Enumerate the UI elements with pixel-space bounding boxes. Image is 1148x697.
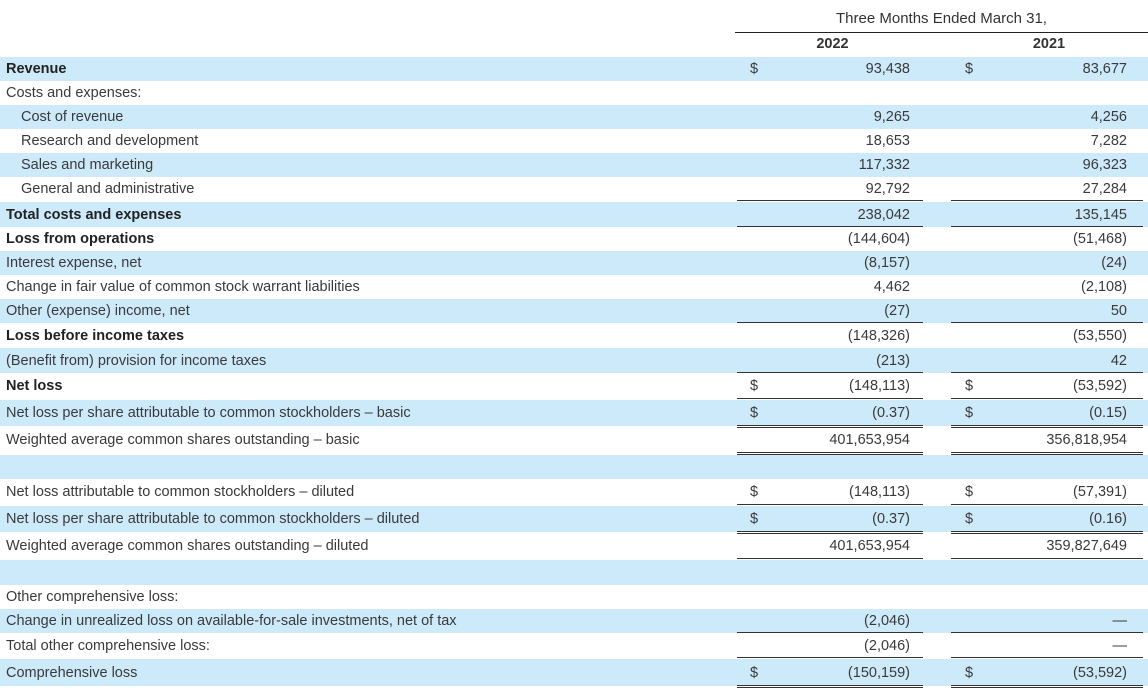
table-row bbox=[0, 373, 1148, 399]
table-row bbox=[0, 105, 1148, 129]
table-row bbox=[0, 251, 1148, 275]
value-2022: 401,653,954 bbox=[829, 538, 910, 554]
table-row bbox=[0, 633, 1148, 658]
underline-rule bbox=[951, 322, 1143, 323]
value-2021: (53,550) bbox=[1072, 328, 1127, 344]
row-label: Total costs and expenses bbox=[6, 206, 182, 223]
row-label: Net loss per share attributable to common stockholders – basic bbox=[6, 405, 411, 421]
table-row bbox=[0, 585, 1148, 609]
row-label: Total other comprehensive loss: bbox=[6, 637, 210, 654]
table-row bbox=[0, 659, 1148, 686]
table-row bbox=[0, 609, 1148, 633]
table-row bbox=[0, 299, 1148, 323]
value-2022: (0.37) bbox=[872, 511, 910, 527]
currency-symbol: $ bbox=[749, 378, 759, 394]
table-row bbox=[0, 227, 1148, 251]
row-label: Research and development bbox=[21, 133, 199, 149]
table-row bbox=[0, 275, 1148, 299]
row-label: Sales and marketing bbox=[21, 157, 154, 173]
value-2021: (0.16) bbox=[1089, 511, 1127, 527]
value-2022: 93,438 bbox=[865, 61, 910, 77]
underline-rule bbox=[951, 685, 1143, 686]
value-2022: (148,113) bbox=[849, 484, 910, 500]
underline-rule bbox=[951, 531, 1143, 532]
currency-symbol: $ bbox=[749, 511, 759, 527]
value-2021: (0.15) bbox=[1089, 405, 1127, 421]
table-row bbox=[0, 177, 1148, 201]
row-label: Cost of revenue bbox=[21, 109, 124, 125]
value-2022: 4,462 bbox=[873, 279, 910, 295]
underline-rule bbox=[737, 558, 923, 559]
value-2021: 27,284 bbox=[1082, 181, 1127, 197]
value-2021: 96,323 bbox=[1082, 157, 1127, 173]
underline-rule bbox=[737, 687, 923, 688]
period-header: Three Months Ended March 31, bbox=[836, 10, 1047, 27]
row-label: Revenue bbox=[6, 61, 67, 77]
row-label: Loss from operations bbox=[6, 231, 155, 247]
row-label: (Benefit from) provision for income taxes bbox=[6, 352, 267, 369]
table-row bbox=[0, 455, 1148, 479]
table-row bbox=[0, 153, 1148, 177]
value-2022: (27) bbox=[884, 303, 910, 319]
table-row bbox=[0, 427, 1148, 453]
value-2021: 7,282 bbox=[1090, 133, 1127, 149]
table-row bbox=[0, 57, 1148, 81]
underline-rule bbox=[951, 504, 1143, 505]
value-2021: (24) bbox=[1101, 255, 1127, 271]
value-2021: 42 bbox=[1110, 352, 1127, 369]
value-2022: 238,042 bbox=[857, 206, 910, 223]
row-label: Loss before income taxes bbox=[6, 328, 185, 344]
value-2021: (53,592) bbox=[1072, 664, 1127, 681]
row-label: Net loss per share attributable to common stockholders – diluted bbox=[6, 511, 420, 527]
underline-rule bbox=[737, 398, 923, 399]
currency-symbol: $ bbox=[749, 664, 759, 681]
value-2022: (148,326) bbox=[847, 328, 910, 344]
table-row bbox=[0, 324, 1148, 348]
table-row bbox=[0, 400, 1148, 426]
currency-symbol: $ bbox=[749, 484, 759, 500]
currency-symbol: $ bbox=[964, 664, 974, 681]
value-2021: — bbox=[1112, 613, 1127, 629]
value-2021: (53,592) bbox=[1072, 378, 1127, 394]
value-2021: 83,677 bbox=[1082, 61, 1127, 77]
table-row bbox=[0, 506, 1148, 532]
value-2022: 9,265 bbox=[873, 109, 910, 125]
currency-symbol: $ bbox=[964, 484, 974, 500]
value-2022: (148,113) bbox=[849, 378, 910, 394]
table-row bbox=[0, 348, 1148, 373]
underline-rule bbox=[737, 504, 923, 505]
row-label: Other (expense) income, net bbox=[6, 303, 190, 319]
underline-rule bbox=[951, 425, 1143, 426]
currency-symbol: $ bbox=[964, 61, 974, 77]
row-label: Change in unrealized loss on available-for-sale investments, net of tax bbox=[6, 613, 457, 629]
row-label: Weighted average common shares outstanding – basic bbox=[6, 432, 360, 448]
value-2022: 117,332 bbox=[858, 157, 910, 173]
value-2022: 92,792 bbox=[865, 181, 910, 197]
underline-rule bbox=[951, 657, 1143, 658]
table-row bbox=[0, 479, 1148, 505]
currency-symbol: $ bbox=[964, 405, 974, 421]
row-label: Comprehensive loss bbox=[6, 664, 138, 681]
underline-rule bbox=[951, 558, 1143, 559]
table-row bbox=[0, 560, 1148, 585]
table-row bbox=[0, 129, 1148, 153]
table-row bbox=[0, 533, 1148, 559]
underline-rule bbox=[951, 687, 1143, 688]
value-2021: 356,818,954 bbox=[1046, 432, 1127, 448]
row-label: General and administrative bbox=[21, 181, 195, 197]
row-label: Costs and expenses: bbox=[6, 85, 142, 101]
underline-rule bbox=[737, 685, 923, 686]
row-label: Net loss bbox=[6, 378, 63, 394]
value-2021: 135,145 bbox=[1074, 206, 1127, 223]
currency-symbol: $ bbox=[749, 61, 759, 77]
underline-rule bbox=[951, 452, 1143, 453]
row-label: Net loss attributable to common stockholders – diluted bbox=[6, 484, 355, 500]
row-label: Change in fair value of common stock warrant liabilities bbox=[6, 279, 360, 295]
value-2021: (51,468) bbox=[1072, 231, 1127, 247]
value-2022: (2,046) bbox=[864, 637, 910, 654]
value-2021: 359,827,649 bbox=[1046, 538, 1127, 554]
value-2021: (57,391) bbox=[1072, 484, 1127, 500]
underline-rule bbox=[737, 452, 923, 453]
currency-symbol: $ bbox=[964, 378, 974, 394]
underline-rule bbox=[737, 425, 923, 426]
currency-symbol: $ bbox=[749, 405, 759, 421]
table-row bbox=[0, 81, 1148, 105]
table-row bbox=[0, 202, 1148, 227]
value-2021: 50 bbox=[1110, 303, 1127, 319]
underline-rule bbox=[737, 531, 923, 532]
underline-rule bbox=[951, 200, 1143, 201]
value-2022: (8,157) bbox=[864, 255, 910, 271]
value-2022: (144,604) bbox=[847, 231, 910, 247]
value-2022: (0.37) bbox=[872, 405, 910, 421]
row-label: Interest expense, net bbox=[6, 255, 142, 271]
row-label: Other comprehensive loss: bbox=[6, 589, 179, 605]
value-2021: (2,108) bbox=[1081, 279, 1127, 295]
value-2022: 401,653,954 bbox=[829, 432, 910, 448]
currency-symbol: $ bbox=[964, 511, 974, 527]
value-2022: 18,653 bbox=[865, 133, 910, 149]
value-2022: (2,046) bbox=[864, 613, 910, 629]
underline-rule bbox=[737, 657, 923, 658]
value-2022: (150,159) bbox=[847, 664, 910, 681]
underline-rule bbox=[951, 398, 1143, 399]
underline-rule bbox=[737, 322, 923, 323]
row-label: Weighted average common shares outstanding – diluted bbox=[6, 538, 369, 554]
value-2021: 4,256 bbox=[1090, 109, 1127, 125]
value-2021: — bbox=[1112, 637, 1127, 654]
column-header-2022: 2022 bbox=[816, 36, 849, 52]
value-2022: (213) bbox=[876, 352, 910, 369]
column-header-2021: 2021 bbox=[1032, 36, 1066, 52]
underline-rule bbox=[737, 200, 923, 201]
